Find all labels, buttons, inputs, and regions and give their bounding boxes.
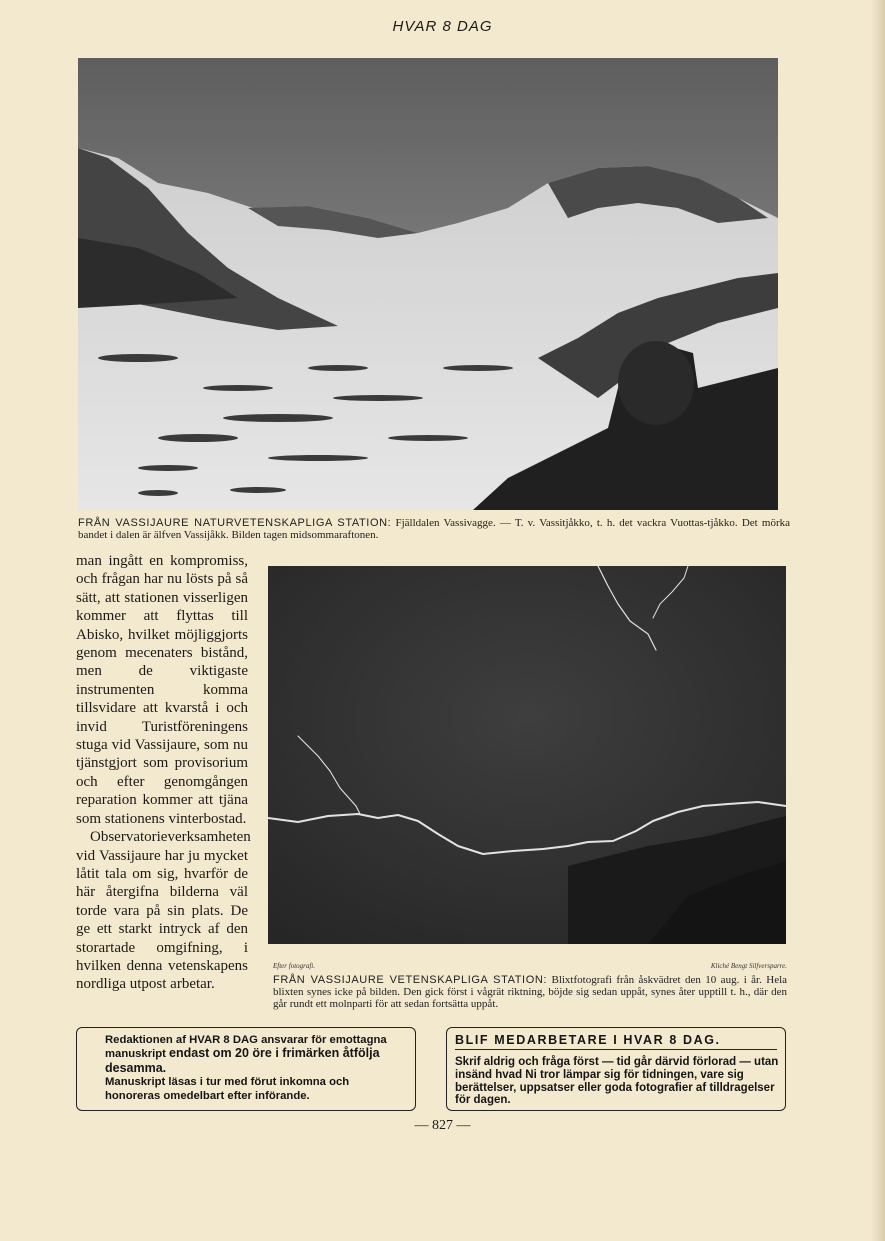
photo-credit-right: Kliché Bengt Silfversparre.	[710, 962, 787, 970]
editorial-emphasis: endast om 20 öre i frimärken åtfölja desamma.	[105, 1046, 380, 1075]
contributor-notice-text: Skrif aldrig och fråga först — tid går därvid förlorad — utan insänd hvad Ni tror lämpar sig för tidningen, vare sig berättelser, uppsatser eller goda fotografier af tilldragelser för dagen.	[455, 1056, 779, 1107]
editorial-notice-box	[76, 1027, 416, 1111]
contributor-notice-title: BLIF MEDARBETARE I HVAR 8 DAG.	[455, 1033, 777, 1050]
lightning-caption-text: Blixtfotografi från åskvädret den 10 aug. i år. Hela blixten synes icke på bilden. Den gick först i vågrät riktning, böjde sig sedan uppåt, synes åter upptill t. h., där den går rundt ett molnparti för att sedan fortsätta uppåt.	[273, 974, 788, 1010]
editorial-line-1: Redaktionen af HVAR 8 DAG ansvarar för emottagna manuskript	[105, 1034, 387, 1061]
lightning-caption-lead: FRÅN VASSIJAURE VETENSKAPLIGA STATION:	[273, 974, 548, 986]
lightning-illustration	[268, 566, 786, 944]
page-header: HVAR 8 DAG	[392, 18, 493, 35]
top-photo-caption	[78, 517, 790, 541]
page-number: — 827 —	[414, 1118, 471, 1133]
top-caption-lead: FRÅN VASSIJAURE NATURVETENSKAPLIGA STATION:	[78, 517, 392, 529]
mountain-valley-photo	[78, 58, 778, 510]
top-caption-text: Fjälldalen Vassivagge. — T. v. Vassitjåkko, t. h. det vackra Vuottas-tjåkko. Det mörka bandet i dalen är älfven Vassijåkk. Bilden tagen midsommaraftonen.	[78, 517, 790, 541]
article-paragraph-1: man ingått en kompromiss, och frågan har nu lösts på så sätt, att stationen visserligen kommer att flyttas till Abisko, hvilket möjliggjorts genom mecenaters bistånd, men de viktigaste instrumenten komma tillsvidare att kvarstå i och invid Turistföreningens stuga vid Vassijaure, som nu tjänstgjort som provisorium och efter genomgången reparation kommer att tjäna som stationens vinterbostad.	[76, 553, 248, 827]
contributor-notice-box	[446, 1027, 786, 1111]
editorial-line-2: Manuskript läsas i tur med förut inkomna och honoreras omedelbart efter införande.	[105, 1076, 350, 1102]
lightning-photo	[268, 566, 786, 944]
page-edge-shadow	[871, 0, 885, 1241]
article-paragraph-2: Observatorieverksamheten vid Vassijaure har ju mycket låtit tala om sig, hvarför de här återgifna bilderna väl torde vara på sin plats. De ge ett starkt intryck af den storartade omgifning, i hvilken denna vetenskapens nordliga utpost arbetar.	[76, 829, 251, 993]
mountain-valley-illustration	[78, 58, 778, 510]
lightning-photo-caption	[273, 974, 787, 1010]
article-column	[76, 552, 251, 994]
photo-credit-left: Efter fotografi.	[273, 962, 315, 970]
